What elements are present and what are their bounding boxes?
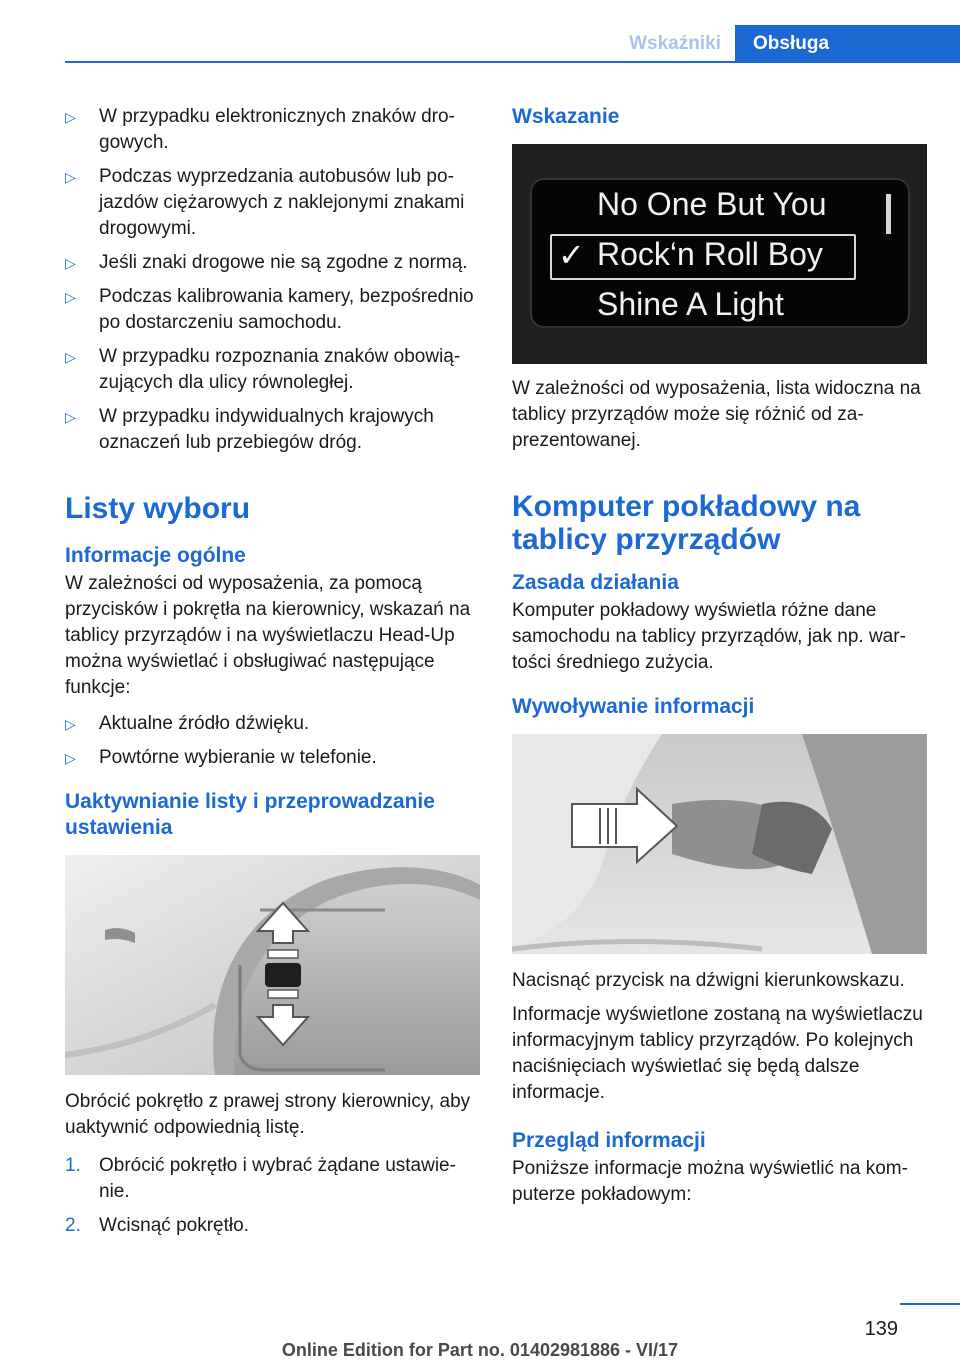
right-column xyxy=(512,100,927,1208)
list-item: ▷ W przypadku rozpoznania znaków obowiązujących dla ulicy równoległej. xyxy=(65,346,461,393)
triangle-bullet-icon: ▷ xyxy=(65,289,76,305)
triangle-bullet-icon: ▷ xyxy=(65,750,76,766)
turn-signal-lever-image xyxy=(512,734,927,954)
paragraph-informacje-ogolne: W zależności od wyposażenia, za pomocą przycisków i pokrętła na kierownicy, wskazań na tablicy przyrządów i na wyświetlaczu Head-Up można wyświetlać i obsługiwać następujące funkcje: xyxy=(65,573,471,698)
page-number: 139 xyxy=(864,1318,898,1340)
edition-footer: Online Edition for Part no. 01402981886 - VI/17 xyxy=(281,1340,679,1360)
triangle-bullet-icon: ▷ xyxy=(65,716,76,732)
triangle-bullet-icon: ▷ xyxy=(65,409,76,425)
subsection-title-wywolywanie: Wywoływanie informacji xyxy=(512,695,755,718)
instrument-display-image xyxy=(512,144,927,364)
triangle-bullet-icon: ▷ xyxy=(65,349,76,365)
tab-wskazniki[interactable]: Wskaźniki xyxy=(629,33,721,54)
left-column xyxy=(65,100,480,1247)
display-item-2: Rock‘n Roll Boy xyxy=(597,236,823,272)
footer-rule xyxy=(900,1303,960,1305)
list-item: 2. Wcisnąć pokrętło. xyxy=(65,1213,480,1239)
check-icon: ✓ xyxy=(558,237,585,273)
steering-wheel-image xyxy=(65,855,480,1075)
display-item-3: Shine A Light xyxy=(597,286,784,322)
subsection-title-informacje-ogolne: Informacje ogólne xyxy=(65,544,246,567)
section-title-listy-wyboru: Listy wyboru xyxy=(65,492,251,525)
list-item: 1. Obrócić pokrętło i wybrać żądane ustawienie. xyxy=(65,1155,456,1202)
list-item: ▷ Aktualne źródło dźwięku. xyxy=(65,711,480,737)
list-item: ▷ Jeśli znaki drogowe nie są zgodne z normą. xyxy=(65,250,480,276)
subsection-title-zasada-dzialania: Zasada działania xyxy=(512,571,679,594)
bullet-list-functions xyxy=(65,711,480,771)
subsection-title-przeglad-informacji: Przegląd informacji xyxy=(512,1129,706,1152)
page-header xyxy=(65,25,960,63)
paragraph-lista-widoczna: W zależności od wyposażenia, lista widoczna na tablicy przyrządów może się różnić od zaprezentowanej. xyxy=(512,378,921,451)
triangle-bullet-icon: ▷ xyxy=(65,109,76,125)
scrollbar-indicator xyxy=(886,194,891,234)
triangle-bullet-icon: ▷ xyxy=(65,255,76,271)
subsection-title-wskazanie: Wskazanie xyxy=(512,105,620,128)
paragraph-przeglad-informacji: Poniższe informacje można wyświetlić na komputerze pokładowym: xyxy=(512,1158,908,1205)
paragraph-obrocic-pokretlo: Obrócić pokrętło z prawej strony kierownicy, aby uaktywnić odpowiednią listę. xyxy=(65,1091,471,1138)
list-item: ▷ W przypadku elektronicznych znaków drogowych. xyxy=(65,106,455,153)
paragraph-informacje-wyswietlone: Informacje wyświetlone zostaną na wyświetlaczu informacyjnym tablicy przyrządów. Po kolejnych naciśnięciach wyświetlać się będą dalsze informacje. xyxy=(512,1004,923,1103)
list-item: ▷ Podczas wyprzedzania autobusów lub pojazdów ciężarowych z naklejonymi znakami drogowymi. xyxy=(65,166,465,239)
paragraph-zasada-dzialania: Komputer pokładowy wyświetla różne dane samochodu na tablicy przyrządów, jak np. wartości średniego zużycia. xyxy=(512,600,906,673)
display-item-1: No One But You xyxy=(597,186,827,222)
list-item: ▷ W przypadku indywidualnych krajowych oznaczeń lub przebiegów dróg. xyxy=(65,406,434,453)
steps-list xyxy=(65,1153,480,1239)
step-number: 1. xyxy=(65,1155,81,1176)
subsection-title-uaktywnianie: Uaktywnianie listy i przeprowadzanie ustawienia xyxy=(65,790,435,839)
bullet-list-top xyxy=(65,104,480,456)
triangle-bullet-icon: ▷ xyxy=(65,169,76,185)
list-item: ▷ Powtórne wybieranie w telefonie. xyxy=(65,745,480,771)
turn-signal-illustration xyxy=(512,734,927,954)
list-item: ▷ Podczas kalibrowania kamery, bezpośrednio po dostarczeniu samochodu. xyxy=(65,286,474,333)
paragraph-nacisnac-przycisk: Nacisnąć przycisk na dźwigni kierunkowskazu. xyxy=(512,970,905,991)
steering-wheel-illustration xyxy=(65,855,480,1075)
step-number: 2. xyxy=(65,1215,81,1236)
section-title-komputer-pokladowy: Komputer pokładowy na tablicy przyrządów xyxy=(512,490,861,556)
tab-obsluga[interactable]: Obsługa xyxy=(735,25,960,63)
